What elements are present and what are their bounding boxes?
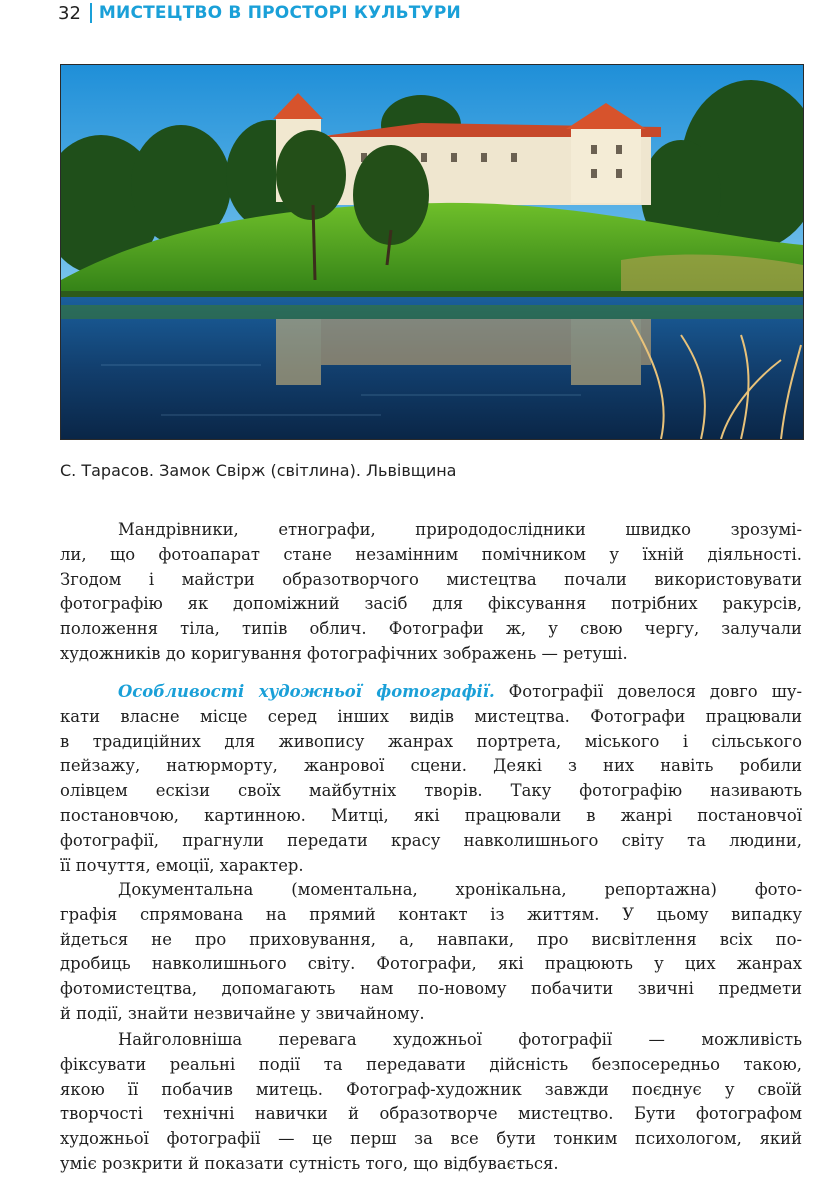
text-line: Документальна (моментальна, хронікальна, репортажна) фото- [118, 880, 802, 899]
text-line: графія спрямована на прямий контакт із життям. У цьому випадку [60, 904, 802, 924]
text-line: уміє розкрити й показати сутність того, що відбувається. [60, 1153, 559, 1173]
text-line: й події, знайти незвичайне у звичайному. [60, 1003, 425, 1023]
text-line: фотографії, прагнули передати красу навколишнього світу та людини, [60, 830, 802, 850]
paragraph-1 [60, 518, 802, 667]
text-line: кати власне місце серед інших видів мистецтва. Фотографи працювали [60, 706, 802, 726]
page-number: 32 [58, 2, 81, 24]
text-line: в традиційних для живопису жанрах портрета, міського і сільського [60, 731, 802, 751]
text-line: Найголовніша перевага художньої фотографії — можливість [118, 1030, 802, 1049]
text-line: її почуття, емоції, характер. [60, 855, 304, 875]
text-line: Згодом і майстри образотворчого мистецтва почали використовувати [60, 569, 802, 589]
text-line: положення тіла, типів облич. Фотографи ж, у свою чергу, залучали [60, 619, 802, 639]
text-line: художньої фотографії — це перш за все бути тонким психологом, який [60, 1129, 802, 1149]
text-line: олівцем ескізи своїх майбутніх творів. Таку фотографію називають [60, 781, 802, 801]
text-line: якою її побачив митець. Фотограф-художник завжди поєднує у своїй [60, 1079, 802, 1099]
paragraph-3 [60, 878, 802, 1027]
header-separator [90, 3, 92, 23]
paragraph-4 [60, 1028, 802, 1177]
text-line: ли, що фотоапарат стане незамінним помічником у їхній діяльності. [60, 544, 802, 564]
text-line: фіксувати реальні події та передавати дійсність безпосередньо такою, [60, 1054, 802, 1074]
text-line: дробиць навколишнього світу. Фотографи, які працюють у цих жанрах [60, 954, 802, 974]
text-line [60, 680, 802, 705]
text-line: фотографію як допоміжний засіб для фіксування потрібних ракурсів, [60, 594, 802, 614]
subheading: Особливості художньої фотографії. [118, 682, 495, 701]
page-header [58, 0, 461, 26]
text-line: художників до коригування фотографічних зображень — ретуші. [60, 643, 628, 663]
text-line: творчості технічні навички й образотворче мистецтво. Бути фотографом [60, 1104, 802, 1124]
text-line: йдеться не про приховування, а, навпаки, про висвітлення всіх по- [60, 929, 802, 949]
photo-caption: С. Тарасов. Замок Свірж (світлина). Львівщина [60, 461, 457, 480]
text-line: фотомистецтва, допомагають нам по-новому побачити звичні предмети [60, 979, 802, 999]
text-fragment: Фотографії довелося довго шу- [494, 682, 802, 701]
text-line: постановчою, картинною. Митці, які працювали в жанрі постановчої [60, 805, 802, 825]
section-title: МИСТЕЦТВО В ПРОСТОРІ КУЛЬТУРИ [98, 3, 461, 23]
paragraph-2 [60, 680, 802, 878]
text-line: Мандрівники, етнографи, природодослідники швидко зрозумі- [118, 520, 802, 539]
text-line: пейзажу, натюрморту, жанрової сцени. Деякі з них навіть робили [60, 756, 802, 776]
castle-photo [60, 64, 804, 440]
